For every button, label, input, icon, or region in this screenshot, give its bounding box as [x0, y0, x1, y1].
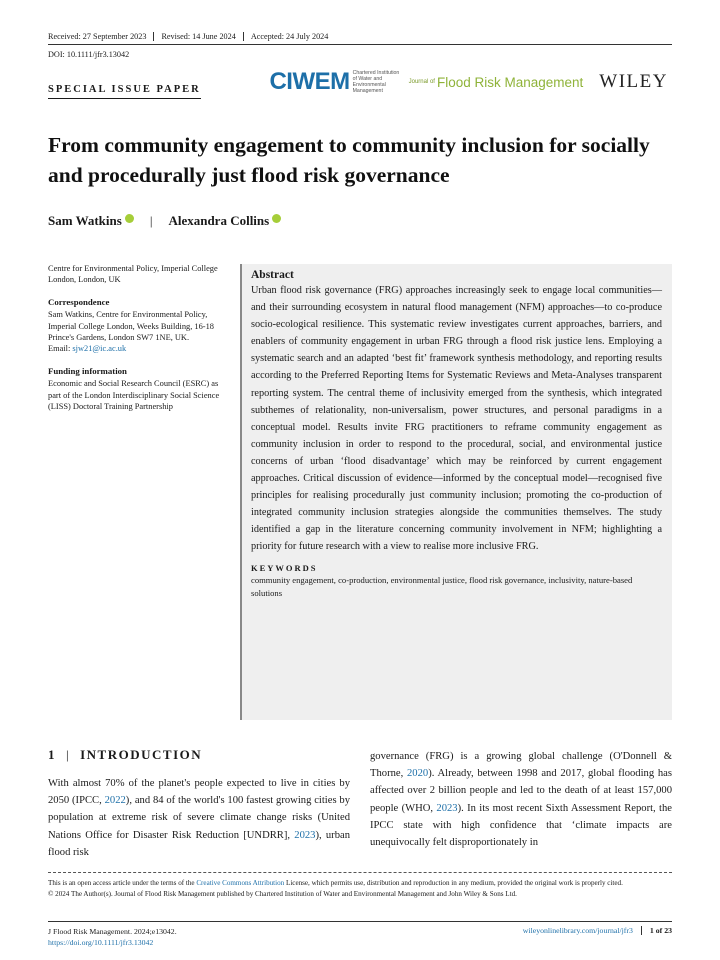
ciwem-subtitle: Chartered Institution of Water and Environmental Management [352, 70, 400, 94]
email-link[interactable]: sjw21@ic.ac.uk [72, 344, 127, 354]
footer-citation [48, 926, 177, 948]
keywords-text: community engagement, co-production, environmental justice, flood risk governance, inclusivity, nature-based solutions [251, 574, 633, 598]
footer-rule [48, 921, 672, 922]
section-label: SPECIAL ISSUE PAPER [48, 84, 201, 99]
revised-date: Revised: 14 June 2024 [161, 32, 243, 41]
body-text: ). In its most recent Sixth Assessment Report, the IPCC state with high confidence that ‘climate impacts are unequivocally felt disproportionately in [370, 802, 672, 849]
citation-link[interactable]: 2023 [436, 802, 458, 814]
abstract-heading: Abstract [251, 269, 294, 281]
accepted-date: Accepted: 24 July 2024 [250, 32, 329, 41]
body-text: With almost 70% of the planet's people expected to live in cities by 2050 (IPCC, [48, 778, 350, 807]
author-name[interactable]: Sam Watkins [48, 213, 122, 228]
publisher-logo: WILEY [599, 71, 668, 92]
section-title: INTRODUCTION [80, 747, 203, 762]
email-label: Email: [48, 344, 73, 354]
doi-link[interactable]: https://doi.org/10.1111/jfr3.13042 [48, 938, 154, 947]
funding-block [48, 366, 228, 413]
keywords-heading: KEYWORDS [251, 562, 318, 573]
license-notice [48, 872, 672, 900]
article-title: From community engagement to community inclusion for socially and procedurally just flood risk governance [48, 133, 650, 187]
license-text: This is an open access article under the terms of the [48, 879, 197, 887]
body-column-right [370, 748, 672, 851]
citation-link[interactable]: 2023 [294, 829, 316, 841]
orcid-icon[interactable] [125, 214, 134, 223]
journal-prefix: Journal of [408, 78, 435, 85]
page-number: 1 of 23 [649, 926, 672, 935]
section-heading [48, 747, 202, 763]
body-text: ), urban flood risk [48, 829, 350, 858]
abstract-text: Urban flood risk governance (FRG) approaches increasingly seek to engage local communities—and their surrounding ecosystem in natural flood management (NFM) approaches—to co-produce socio-ecological resilience. This systematic review investigates current approaches, barriers, and enablers of community engagement in urban FRG through a flood risk justice lens. Employing a systematic search and an adapted ‘best fit’ framework synthesis methodology, and reporting results according to the Preferred Reporting Items for Systematic Reviews and Meta-Analyses transparent reporting system. The central theme of inclusivity emerged from the synthesis, which integrated subthemes of relationality, non-universalism, power structures, and personal paradigms in a conceptual model. Results invite FRG practitioners to reframe community engagement as community inclusion in order to respond to the procedural, social, and environmental justice concerns of urban ‘flood disadvantage’ which may be reinforced by current engagement approaches. Critical discussion of evidence—informed by the conceptual model—recognised five principles for realising procedurally just community inclusion; promoting the co-production of integrated community inclusion strategies alongside the communities themselves. The study identified a gap in the literature concerning community involvement in NFM; highlighting a priority for future research with a view to realise more inclusive FRG. [251, 285, 662, 553]
author-list [48, 213, 281, 229]
affiliation: Centre for Environmental Policy, Imperial College London, London, UK [48, 264, 218, 285]
body-column-left [48, 775, 350, 861]
affiliation-sidebar [48, 263, 228, 423]
correspondence-block [48, 297, 228, 355]
journal-name: Flood Risk Management [436, 74, 584, 90]
journal-site-link[interactable]: wileyonlinelibrary.com/journal/jfr3 [523, 926, 642, 935]
body-text: ). Already, between 1998 and 2017, global flooding has affected over 2 billion people and led to the death of at least 157,000 people (WHO, [370, 768, 672, 814]
abstract-box [240, 264, 672, 720]
journal-branding [269, 68, 668, 96]
section-divider: | [66, 747, 71, 762]
citation-link[interactable]: 2020 [407, 768, 429, 780]
body-text: governance (FRG) is a growing global challenge (O'Donnell & Thorne, [370, 751, 672, 780]
license-line [48, 878, 672, 889]
body-text: ), and 84 of the world's 100 fastest growing cities by population at extreme risk of severe climate change risks (United Nations Office for Disaster Risk Reduction [UNDRR], [48, 795, 351, 841]
license-text: License, which permits use, distribution and reproduction in any medium, provided the original work is properly cited. [284, 879, 623, 887]
author-separator: | [149, 213, 153, 228]
correspondence-text: Sam Watkins, Centre for Environmental Policy, Imperial College London, Weeks Building, 16-18 Prince's Gardens, London SW7 1NE, UK. [48, 310, 214, 343]
correspondence-heading: Correspondence [48, 296, 110, 307]
footer-right [523, 926, 672, 935]
funding-text: Economic and Social Research Council (ESRC) as part of the London Interdisciplinary Social Science (LISS) Doctoral Training Partnership [48, 379, 220, 412]
copyright-line: © 2024 The Author(s). Journal of Flood Risk Management published by Chartered Institution of Water and Environmental Management and John Wiley & Sons Ltd. [48, 890, 517, 898]
email-line [48, 343, 228, 354]
orcid-icon[interactable] [272, 214, 281, 223]
ciwem-logo: CIWEM [269, 68, 350, 95]
author-name[interactable]: Alexandra Collins [168, 213, 270, 228]
journal-reference: J Flood Risk Management. 2024;e13042. [48, 927, 177, 936]
section-number: 1 [48, 747, 56, 762]
received-date: Received: 27 September 2023 [48, 32, 154, 41]
doi-top[interactable]: DOI: 10.1111/jfr3.13042 [48, 50, 130, 59]
license-link[interactable]: Creative Commons Attribution [196, 879, 285, 887]
top-rule [48, 44, 672, 45]
received-dates [48, 32, 342, 41]
citation-link[interactable]: 2022 [104, 795, 126, 807]
funding-heading: Funding information [48, 365, 127, 376]
